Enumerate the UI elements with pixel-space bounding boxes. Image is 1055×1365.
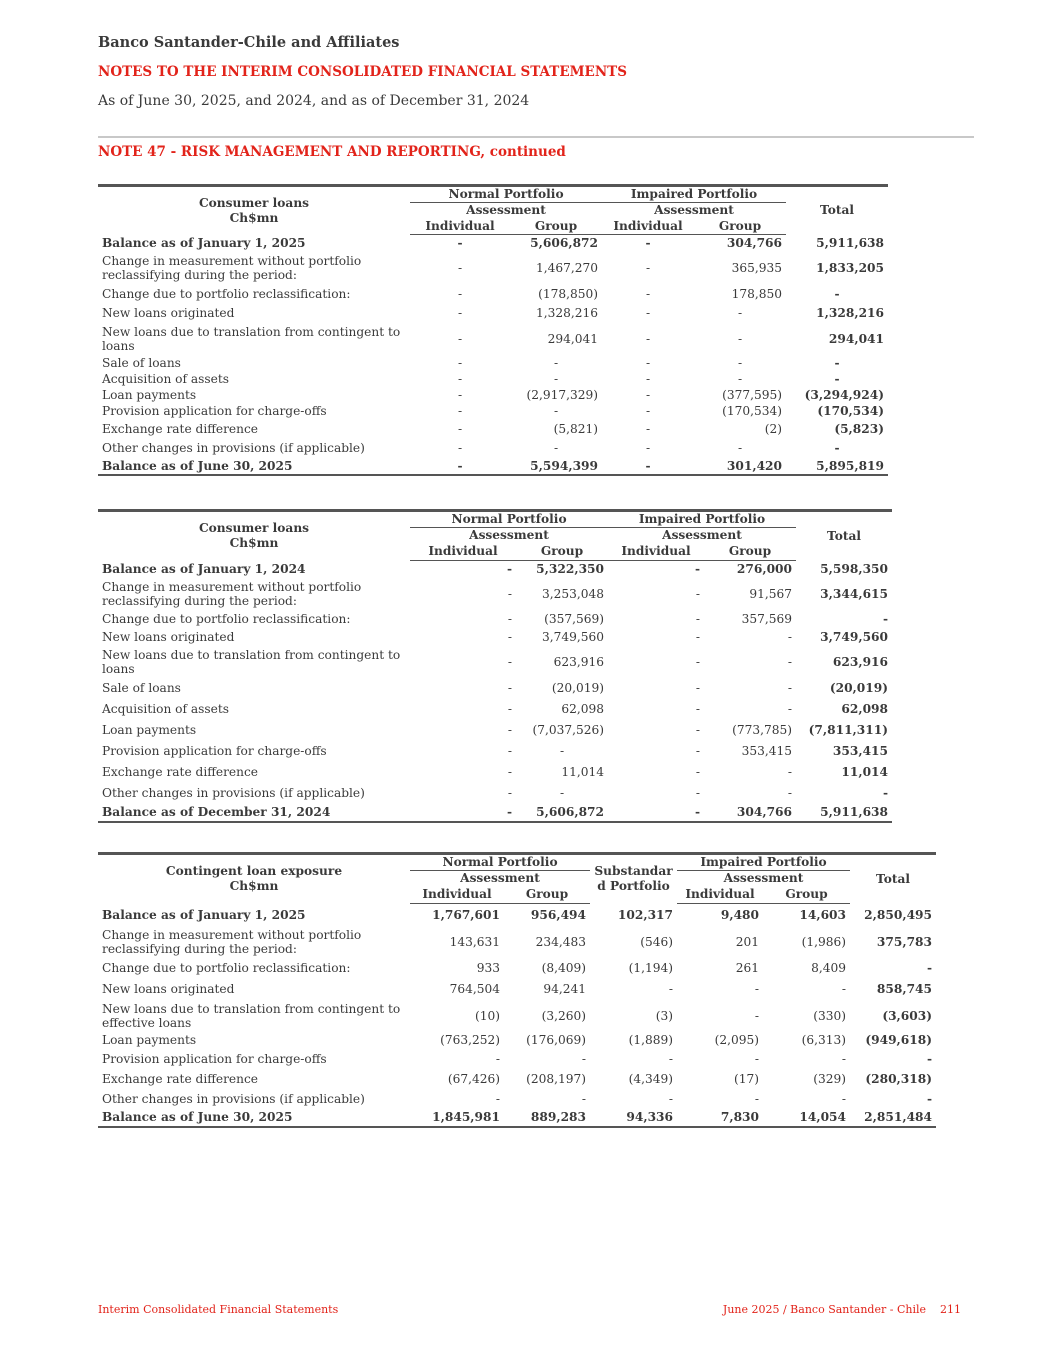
cell: 178,850 bbox=[731, 287, 783, 301]
cell: 201 bbox=[735, 934, 760, 949]
cell: - bbox=[457, 404, 463, 418]
table-row bbox=[98, 285, 888, 304]
company-name: Banco Santander-Chile and Affiliates bbox=[98, 34, 400, 51]
cell: 353,415 bbox=[741, 744, 793, 758]
table-row bbox=[98, 403, 888, 420]
row-label: Provision application for charge-offs bbox=[102, 1051, 327, 1066]
cell: - bbox=[695, 681, 701, 695]
total-cell: 353,415 bbox=[832, 744, 889, 758]
total-cell: (5,823) bbox=[834, 422, 885, 436]
group-header: Group bbox=[694, 219, 786, 235]
total-cell: 5,911,638 bbox=[796, 804, 892, 822]
table-row bbox=[98, 235, 888, 251]
individual-header: Individual bbox=[677, 887, 763, 904]
cell: - bbox=[737, 371, 743, 386]
cell: - bbox=[457, 235, 463, 250]
total-cell: - bbox=[834, 441, 840, 455]
cell: - bbox=[668, 1092, 674, 1106]
cell: (773,785) bbox=[732, 723, 793, 737]
cell: - bbox=[457, 355, 463, 370]
cell: (1,889) bbox=[628, 1033, 674, 1047]
table-row bbox=[98, 561, 892, 578]
cell: - bbox=[559, 744, 565, 758]
row-label: Balance as of January 1, 2025 bbox=[102, 235, 306, 250]
cell: - bbox=[457, 441, 463, 455]
assessment-header: Assessment bbox=[466, 203, 546, 218]
table-row bbox=[98, 720, 892, 741]
table-row bbox=[98, 629, 892, 646]
cell: - bbox=[495, 1051, 500, 1066]
note-title: NOTE 47 - RISK MANAGEMENT AND REPORTING, continued bbox=[98, 144, 566, 160]
table-row bbox=[98, 762, 892, 783]
cell: (1,194) bbox=[628, 961, 674, 975]
table-row bbox=[98, 958, 936, 979]
cell: - bbox=[694, 562, 701, 577]
cell: - bbox=[457, 371, 463, 386]
row-label: Balance as of June 30, 2025 bbox=[98, 1109, 410, 1127]
cell: - bbox=[553, 355, 559, 370]
cell: (170,534) bbox=[722, 404, 783, 418]
total-cell: 62,098 bbox=[841, 702, 889, 716]
cell: 357,569 bbox=[741, 612, 793, 626]
cell: (1,986) bbox=[801, 934, 847, 949]
total-cell: 1,328,216 bbox=[816, 306, 885, 320]
row-label: Balance as of January 1, 2025 bbox=[102, 907, 306, 922]
cell: - bbox=[506, 562, 512, 577]
cell: 276,000 bbox=[736, 562, 793, 577]
cell: 1,467,270 bbox=[535, 260, 599, 275]
cell: - bbox=[645, 387, 651, 402]
date-line: As of June 30, 2025, and 2024, and as of December 31, 2024 bbox=[98, 93, 530, 109]
cell: - bbox=[559, 786, 565, 800]
cell: 623,916 bbox=[553, 654, 605, 669]
cell: (2,095) bbox=[714, 1033, 760, 1047]
total-cell: (3,603) bbox=[882, 1008, 933, 1023]
row-label: Change in measurement without portfolio reclassifying during the period: bbox=[102, 253, 362, 282]
cell: - bbox=[645, 235, 651, 250]
row-label: Change in measurement without portfolio reclassifying during the period: bbox=[102, 927, 362, 956]
cell: 261 bbox=[735, 961, 760, 975]
cell: - bbox=[668, 982, 674, 996]
total-cell: (280,318) bbox=[865, 1072, 933, 1086]
cell: 764,504 bbox=[449, 982, 500, 996]
row-label: Loan payments bbox=[102, 387, 197, 402]
cell: - bbox=[645, 306, 651, 320]
row-label: New loans originated bbox=[102, 306, 235, 320]
total-cell: 5,895,819 bbox=[786, 458, 888, 475]
cell: - bbox=[754, 1008, 760, 1023]
cell: 956,494 bbox=[530, 907, 587, 922]
row-label: New loans due to translation from contingent to loans bbox=[102, 647, 401, 676]
cell: 14,603 bbox=[799, 907, 847, 922]
assessment-header: Assessment bbox=[469, 528, 549, 543]
cell: (329) bbox=[813, 1072, 847, 1086]
row-label: Change in measurement without portfolio reclassifying during the period: bbox=[102, 579, 362, 608]
cell: 3,253,048 bbox=[541, 586, 605, 601]
row-label: Other changes in provisions (if applicable) bbox=[102, 441, 365, 455]
table-row bbox=[98, 610, 892, 629]
cell: - bbox=[695, 765, 701, 779]
page-number: 211 bbox=[940, 1303, 961, 1316]
notes-title: NOTES TO THE INTERIM CONSOLIDATED FINANCIAL STATEMENTS bbox=[98, 64, 627, 80]
cell: 14,054 bbox=[763, 1109, 850, 1127]
cell: - bbox=[457, 260, 463, 275]
total-cell: - bbox=[882, 612, 889, 626]
row-label: Exchange rate difference bbox=[102, 765, 259, 779]
table-row bbox=[98, 804, 892, 822]
cell: (176,069) bbox=[526, 1033, 587, 1047]
cell: - bbox=[410, 458, 510, 475]
table-row bbox=[98, 699, 892, 720]
total-header: Total bbox=[850, 854, 936, 904]
cell: (10) bbox=[474, 1008, 500, 1023]
cell: 3,749,560 bbox=[541, 630, 605, 644]
cell: (8,409) bbox=[541, 961, 587, 975]
cell: - bbox=[645, 441, 651, 455]
group-header: Group bbox=[510, 219, 602, 235]
cell: - bbox=[695, 630, 701, 644]
normal-portfolio-header: Normal Portfolio bbox=[410, 511, 608, 528]
total-cell: - bbox=[834, 371, 840, 386]
table-row bbox=[98, 926, 936, 958]
cell: - bbox=[645, 355, 651, 370]
row-label: New loans due to translation from contingent to effective loans bbox=[102, 1001, 401, 1030]
total-cell: 294,041 bbox=[828, 331, 885, 346]
table-row bbox=[98, 304, 888, 323]
assessment-header: Assessment bbox=[460, 871, 540, 886]
table-row bbox=[98, 741, 892, 762]
cell: 1,767,601 bbox=[432, 907, 500, 922]
cell: - bbox=[457, 287, 463, 301]
total-header: Total bbox=[786, 186, 888, 235]
individual-header: Individual bbox=[608, 544, 704, 561]
impaired-portfolio-header: Impaired Portfolio bbox=[602, 186, 786, 203]
assessment-header: Assessment bbox=[654, 203, 734, 218]
cell: - bbox=[410, 804, 516, 822]
total-cell: - bbox=[926, 1092, 933, 1106]
table-row bbox=[98, 1032, 936, 1049]
individual-header: Individual bbox=[410, 219, 510, 235]
cell: - bbox=[787, 765, 793, 779]
cell: (178,850) bbox=[538, 287, 599, 301]
table-row bbox=[98, 1069, 936, 1090]
cell: - bbox=[507, 702, 512, 716]
table-row bbox=[98, 1049, 936, 1069]
table-row bbox=[98, 578, 892, 610]
cell: - bbox=[737, 306, 743, 320]
total-cell: - bbox=[834, 287, 840, 301]
table-title: Consumer loans Ch$mn bbox=[98, 186, 410, 235]
total-cell: (20,019) bbox=[829, 681, 889, 695]
table-row bbox=[98, 979, 936, 1000]
cell: 5,606,872 bbox=[530, 235, 599, 250]
table-row bbox=[98, 458, 888, 475]
cell: 1,328,216 bbox=[535, 306, 599, 320]
row-label: Provision application for charge-offs bbox=[102, 404, 327, 418]
cell: (7,037,526) bbox=[532, 723, 605, 737]
cell: - bbox=[507, 744, 512, 758]
row-label: Sale of loans bbox=[102, 355, 181, 370]
total-cell: 375,783 bbox=[876, 934, 933, 949]
cell: (2,917,329) bbox=[526, 387, 599, 402]
cell: 933 bbox=[476, 961, 500, 975]
table-title: Contingent loan exposure Ch$mn bbox=[98, 854, 410, 904]
cell: - bbox=[553, 404, 559, 418]
cell: - bbox=[602, 458, 694, 475]
cell: - bbox=[754, 1051, 760, 1066]
impaired-portfolio-header: Impaired Portfolio bbox=[677, 854, 850, 871]
cell: (6,313) bbox=[801, 1033, 847, 1047]
footer-source bbox=[723, 1303, 961, 1316]
total-cell: 5,598,350 bbox=[820, 562, 889, 576]
footer-source-text: June 2025 / Banco Santander - Chile bbox=[722, 1303, 926, 1316]
cell: - bbox=[841, 1092, 847, 1106]
cell: (67,426) bbox=[447, 1072, 500, 1086]
cell: - bbox=[507, 786, 512, 800]
table-row bbox=[98, 783, 892, 804]
cell: (208,197) bbox=[526, 1072, 587, 1086]
cell: - bbox=[457, 306, 463, 320]
table-title: Consumer loans Ch$mn bbox=[98, 511, 410, 561]
normal-portfolio-header: Normal Portfolio bbox=[410, 854, 590, 871]
cell: - bbox=[787, 630, 793, 644]
assessment-header: Assessment bbox=[662, 528, 742, 543]
cell: 62,098 bbox=[561, 702, 605, 716]
row-label: Other changes in provisions (if applicable) bbox=[102, 786, 365, 800]
row-label: Exchange rate difference bbox=[102, 1072, 259, 1086]
row-label: Loan payments bbox=[102, 1033, 197, 1047]
header-divider bbox=[98, 136, 974, 138]
total-cell: 5,911,638 bbox=[816, 235, 885, 250]
cell: - bbox=[695, 702, 701, 716]
total-cell: (949,618) bbox=[865, 1033, 933, 1047]
cell: - bbox=[645, 331, 651, 346]
cell: 9,480 bbox=[720, 907, 760, 922]
cell: - bbox=[645, 422, 651, 436]
cell: - bbox=[507, 654, 512, 669]
cell: 234,483 bbox=[535, 934, 587, 949]
table-row bbox=[98, 678, 892, 699]
group-header: Group bbox=[704, 544, 796, 561]
cell: - bbox=[754, 982, 760, 996]
row-label: Sale of loans bbox=[102, 681, 181, 695]
row-label: Exchange rate difference bbox=[102, 422, 259, 436]
total-cell: - bbox=[926, 1051, 933, 1066]
total-cell: 1,833,205 bbox=[816, 260, 885, 275]
group-header: Group bbox=[516, 544, 608, 561]
group-header: Group bbox=[763, 887, 850, 904]
total-cell: - bbox=[882, 786, 889, 800]
total-cell: (7,811,311) bbox=[808, 723, 889, 737]
cell: 7,830 bbox=[677, 1109, 763, 1127]
cell: - bbox=[695, 723, 701, 737]
cell: (2) bbox=[764, 422, 783, 436]
assessment-header: Assessment bbox=[723, 871, 804, 886]
row-label: Acquisition of assets bbox=[102, 702, 230, 716]
total-cell: 3,749,560 bbox=[820, 630, 889, 644]
total-cell: 2,850,495 bbox=[864, 907, 933, 922]
row-label: Change due to portfolio reclassification: bbox=[102, 612, 351, 626]
cell: - bbox=[754, 1092, 760, 1106]
cell: (546) bbox=[640, 934, 674, 949]
cell: - bbox=[645, 404, 651, 418]
cell: - bbox=[553, 371, 559, 386]
cell: 1,845,981 bbox=[410, 1109, 504, 1127]
cell: (20,019) bbox=[551, 681, 605, 695]
cell: (3,260) bbox=[541, 1008, 587, 1023]
cell: (377,595) bbox=[722, 387, 783, 402]
table-row bbox=[98, 371, 888, 387]
cell: - bbox=[841, 1051, 847, 1066]
cell: - bbox=[695, 654, 701, 669]
row-label: Change due to portfolio reclassification: bbox=[102, 961, 351, 975]
cell: - bbox=[787, 786, 793, 800]
table-row bbox=[98, 1109, 936, 1127]
cell: 5,322,350 bbox=[536, 562, 605, 577]
table-row bbox=[98, 904, 936, 926]
table-row bbox=[98, 1090, 936, 1109]
row-label: Acquisition of assets bbox=[102, 371, 230, 386]
cell: - bbox=[695, 586, 701, 601]
row-label: Balance as of June 30, 2025 bbox=[98, 458, 410, 475]
cell: - bbox=[787, 681, 793, 695]
cell: 94,336 bbox=[590, 1109, 677, 1127]
substandard-portfolio-header: Substandar d Portfolio bbox=[590, 854, 677, 904]
row-label: Balance as of January 1, 2024 bbox=[102, 562, 306, 576]
cell: - bbox=[645, 371, 651, 386]
total-cell: 858,745 bbox=[876, 982, 933, 996]
individual-header: Individual bbox=[410, 887, 504, 904]
cell: 91,567 bbox=[749, 586, 793, 601]
cell: - bbox=[668, 1051, 674, 1066]
total-cell: 623,916 bbox=[832, 654, 889, 669]
cell: - bbox=[737, 355, 743, 370]
total-cell: (170,534) bbox=[817, 404, 885, 418]
cell: - bbox=[645, 287, 651, 301]
cell: (357,569) bbox=[544, 612, 605, 626]
table-row bbox=[98, 355, 888, 371]
total-cell: (3,294,924) bbox=[804, 387, 885, 402]
cell: - bbox=[581, 1092, 587, 1106]
cell: - bbox=[695, 744, 701, 758]
cell: - bbox=[507, 586, 512, 601]
table-row bbox=[98, 251, 888, 285]
table-row bbox=[98, 420, 888, 439]
cell: - bbox=[737, 331, 743, 346]
impaired-portfolio-header: Impaired Portfolio bbox=[608, 511, 796, 528]
cell: - bbox=[695, 612, 701, 626]
cell: - bbox=[737, 441, 743, 455]
cell: 143,631 bbox=[449, 934, 500, 949]
total-cell: 11,014 bbox=[841, 765, 889, 779]
cell: 5,606,872 bbox=[516, 804, 608, 822]
total-cell: 2,851,484 bbox=[850, 1109, 936, 1127]
cell: 11,014 bbox=[561, 765, 605, 779]
cell: 5,594,399 bbox=[510, 458, 602, 475]
cell: 94,241 bbox=[543, 982, 587, 996]
table-row bbox=[98, 323, 888, 355]
cell: - bbox=[507, 765, 512, 779]
table-row bbox=[98, 439, 888, 458]
cell: - bbox=[645, 260, 651, 275]
row-label: Change due to portfolio reclassification: bbox=[102, 287, 351, 301]
cell: - bbox=[695, 786, 701, 800]
cell: (5,821) bbox=[553, 422, 599, 436]
cell: - bbox=[495, 1092, 500, 1106]
row-label: Provision application for charge-offs bbox=[102, 744, 327, 758]
consumer-loans-2025-table bbox=[98, 184, 888, 476]
row-label: Loan payments bbox=[102, 723, 197, 737]
consumer-loans-2024-table bbox=[98, 509, 892, 823]
cell: - bbox=[507, 630, 512, 644]
total-cell: - bbox=[926, 961, 933, 975]
cell: - bbox=[507, 723, 512, 737]
cell: 304,766 bbox=[726, 235, 783, 250]
group-header: Group bbox=[504, 887, 590, 904]
cell: - bbox=[787, 654, 793, 669]
cell: 301,420 bbox=[694, 458, 786, 475]
cell: - bbox=[457, 387, 463, 402]
cell: (763,252) bbox=[440, 1033, 500, 1047]
total-cell: 3,344,615 bbox=[820, 586, 889, 601]
cell: - bbox=[841, 982, 847, 996]
footer-report-title: Interim Consolidated Financial Statements bbox=[98, 1303, 339, 1316]
individual-header: Individual bbox=[602, 219, 694, 235]
normal-portfolio-header: Normal Portfolio bbox=[410, 186, 602, 203]
row-label: New loans due to translation from contingent to loans bbox=[102, 324, 401, 353]
total-header: Total bbox=[796, 511, 892, 561]
cell: 8,409 bbox=[811, 961, 847, 975]
row-label: New loans originated bbox=[102, 982, 235, 996]
cell: 889,283 bbox=[504, 1109, 590, 1127]
cell: (4,349) bbox=[628, 1072, 674, 1086]
cell: - bbox=[787, 702, 793, 716]
cell: (3) bbox=[655, 1008, 674, 1023]
row-label: Balance as of December 31, 2024 bbox=[98, 804, 410, 822]
contingent-loan-exposure-table bbox=[98, 852, 936, 1128]
row-label: Other changes in provisions (if applicable) bbox=[102, 1092, 365, 1106]
table-row bbox=[98, 646, 892, 678]
cell: - bbox=[457, 331, 463, 346]
individual-header: Individual bbox=[410, 544, 516, 561]
cell: - bbox=[581, 1051, 587, 1066]
cell: - bbox=[507, 681, 512, 695]
cell: 102,317 bbox=[617, 907, 674, 922]
cell: - bbox=[553, 441, 559, 455]
cell: - bbox=[507, 612, 512, 626]
table-row bbox=[98, 1000, 936, 1032]
cell: - bbox=[608, 804, 704, 822]
cell: (17) bbox=[733, 1072, 760, 1086]
cell: 304,766 bbox=[704, 804, 796, 822]
row-label: New loans originated bbox=[102, 630, 235, 644]
table-row bbox=[98, 387, 888, 403]
cell: 294,041 bbox=[547, 331, 599, 346]
total-cell: - bbox=[834, 355, 840, 370]
cell: - bbox=[457, 422, 463, 436]
cell: (330) bbox=[813, 1008, 847, 1023]
cell: 365,935 bbox=[731, 260, 783, 275]
